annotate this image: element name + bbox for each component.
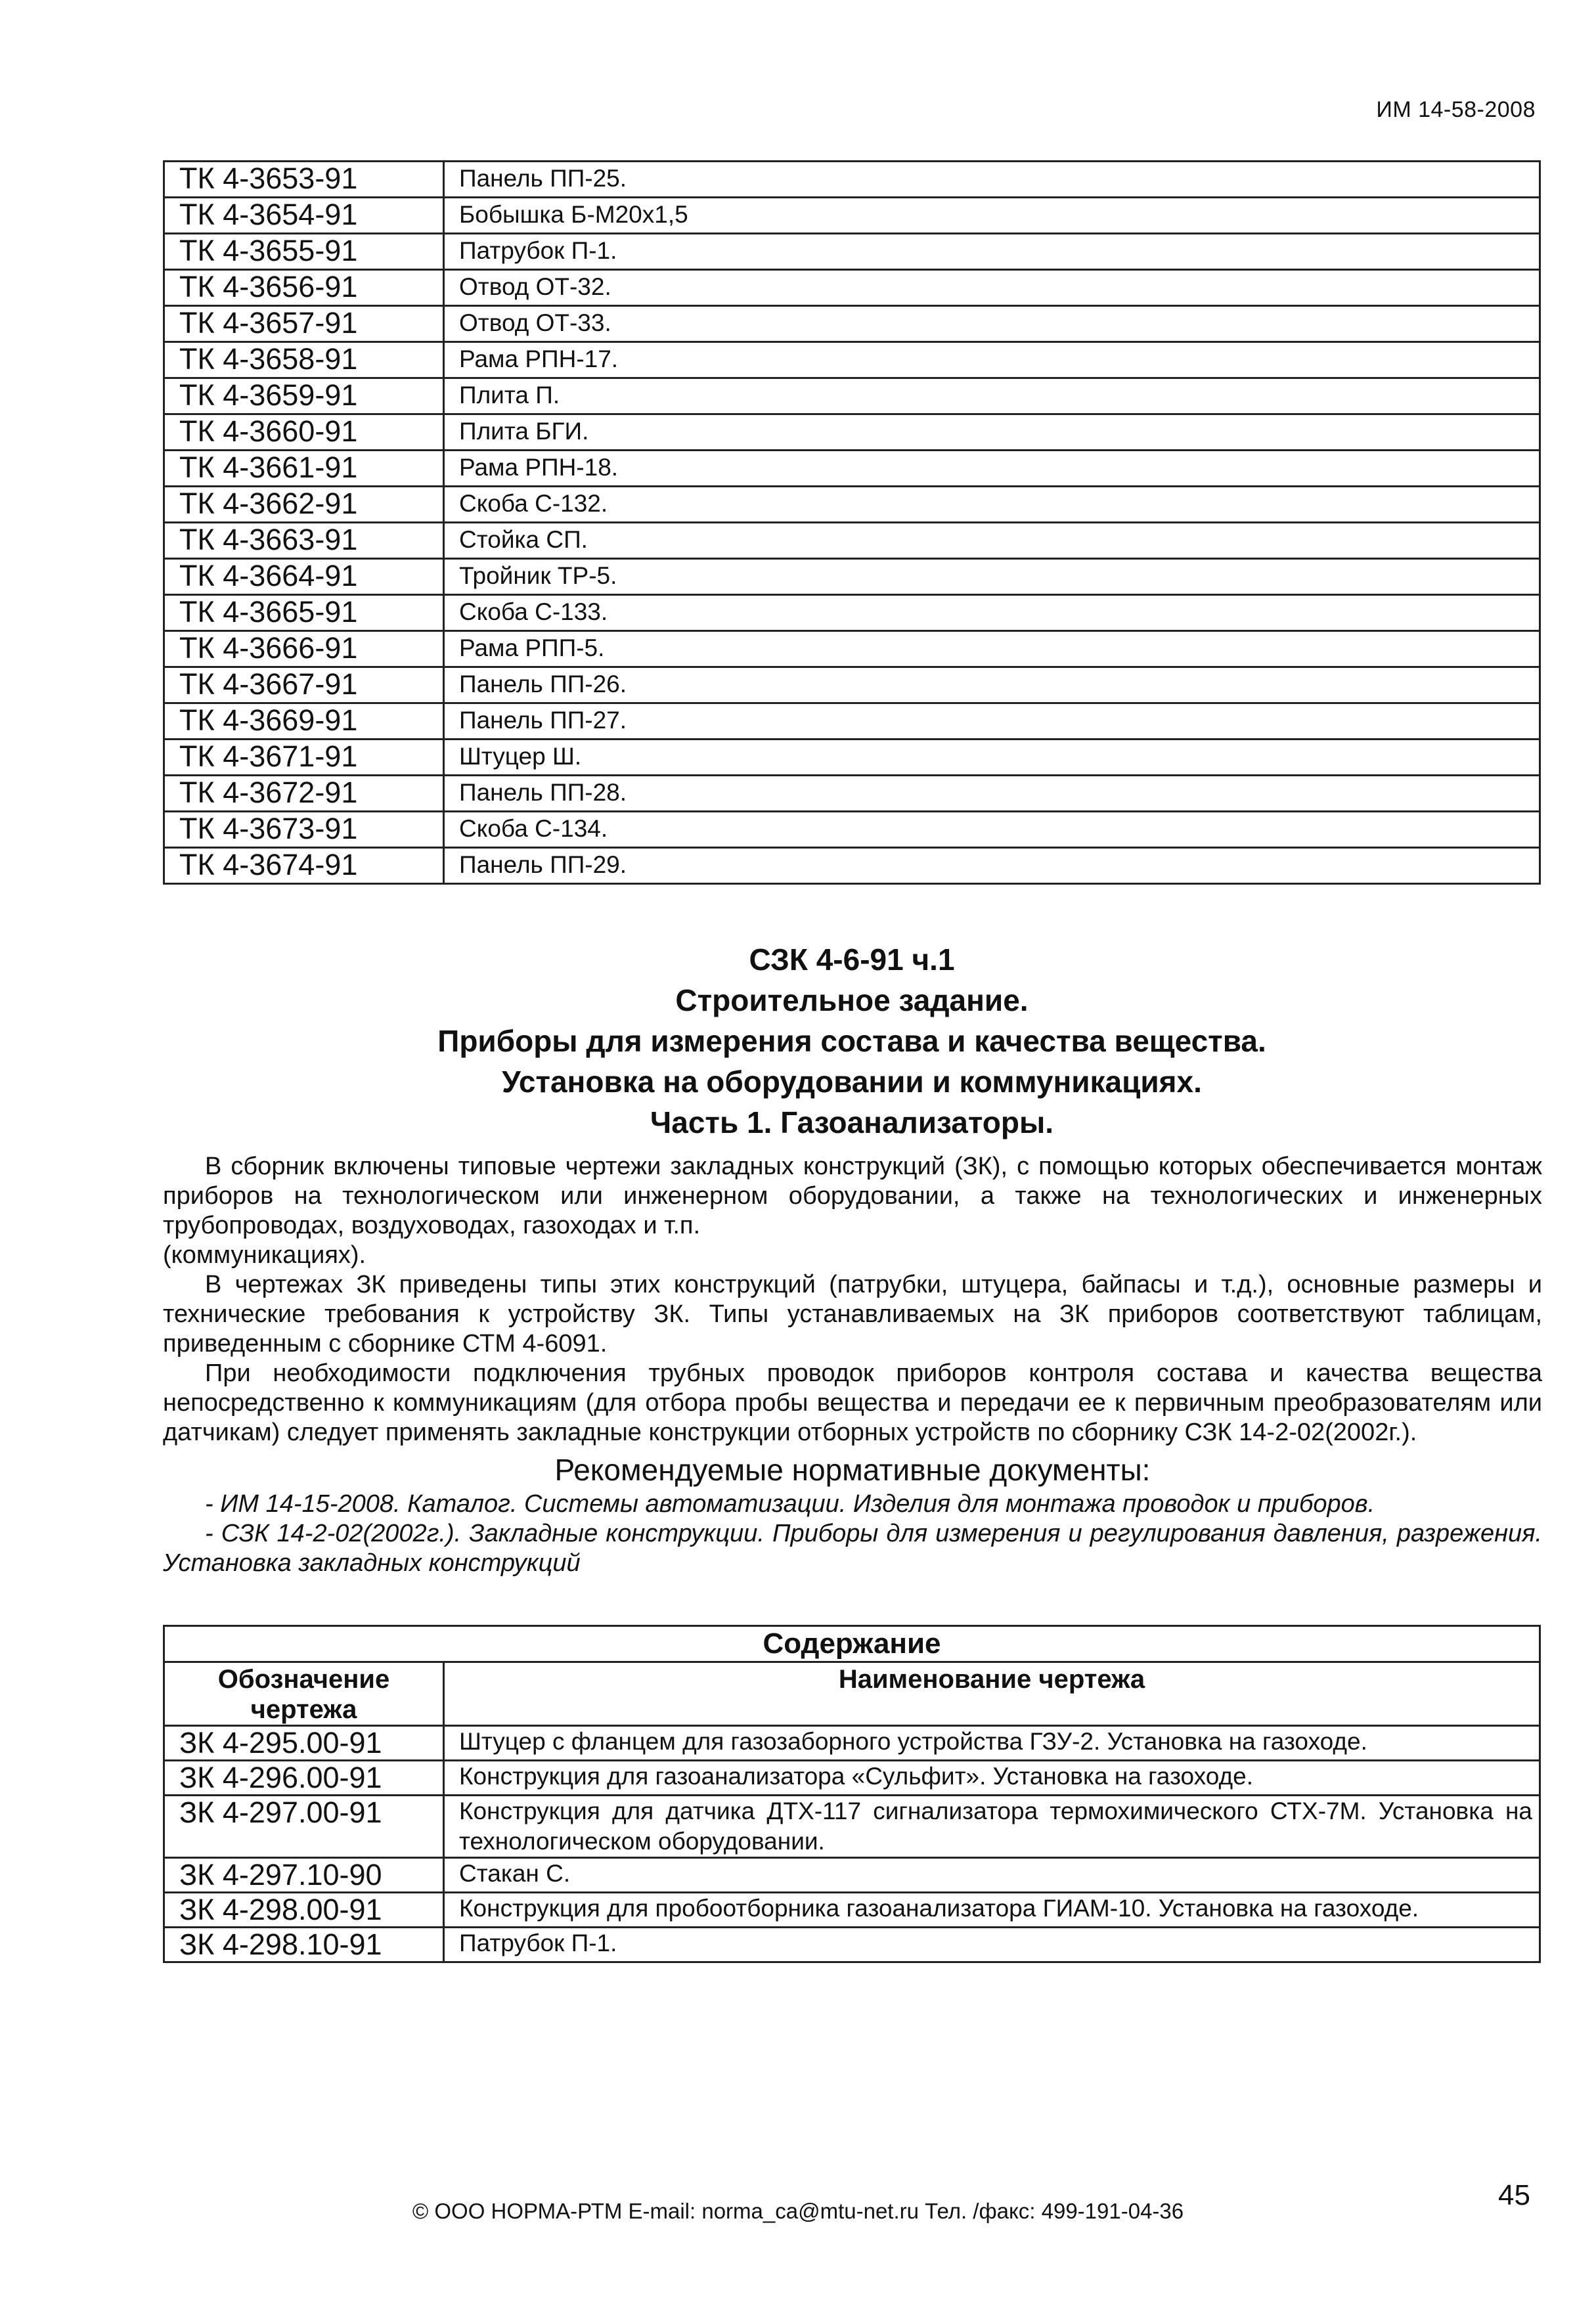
- page-number: 45: [1498, 2179, 1530, 2211]
- drawing-code-cell: ТК 4-3663-91: [164, 523, 444, 559]
- drawing-code-cell: ЗК 4-297.10-90: [164, 1858, 444, 1893]
- drawing-name-cell: Конструкция для пробоотборника газоанализатора ГИАМ-10. Установка на газоходе.: [444, 1893, 1540, 1928]
- table-row: [164, 667, 1540, 703]
- table-row: [164, 776, 1540, 812]
- drawing-name-cell: Стойка СП.: [444, 523, 1540, 559]
- drawing-name-cell: Панель ПП-29.: [444, 848, 1540, 884]
- drawing-name-cell: Панель ПП-26.: [444, 667, 1540, 703]
- section-heading: [163, 939, 1541, 1143]
- table-row: [164, 162, 1540, 198]
- table-row: [164, 848, 1540, 884]
- drawing-code-cell: ТК 4-3671-91: [164, 740, 444, 776]
- drawing-name-cell: Скоба С-134.: [444, 812, 1540, 848]
- drawing-name-cell: Панель ПП-28.: [444, 776, 1540, 812]
- table-row: [164, 1796, 1540, 1858]
- table-row: [164, 740, 1540, 776]
- contents-table: [163, 1625, 1541, 1963]
- contents-title: Содержание: [164, 1626, 1540, 1662]
- drawing-code-cell: ЗК 4-296.00-91: [164, 1761, 444, 1796]
- drawing-name-cell: Патрубок П-1.: [444, 234, 1540, 270]
- drawing-name-cell: Стакан С.: [444, 1858, 1540, 1893]
- table-row: [164, 523, 1540, 559]
- drawing-code-cell: ТК 4-3656-91: [164, 270, 444, 306]
- paragraph: В чертежах ЗК приведены типы этих конструкций (патрубки, штуцера, байпасы и т.д.), основные размеры и технические требования к устройству ЗК. Типы устанавливаемых на ЗК приборов соответствуют таблицам, приведенным с сборнике СТМ 4-6091.: [163, 1271, 1542, 1358]
- recommended-docs-title: Рекомендуемые нормативные документы:: [554, 1453, 1151, 1487]
- drawing-code-cell: ТК 4-3659-91: [164, 378, 444, 414]
- table-row: [164, 234, 1540, 270]
- drawing-name-cell: Тройник ТР-5.: [444, 559, 1540, 595]
- drawing-code-cell: ТК 4-3669-91: [164, 703, 444, 740]
- recommended-doc-item: - СЗК 14-2-02(2002г.). Закладные конструкции. Приборы для измерения и регулирования давления, разрежения. Установка закладных конструкций: [163, 1520, 1542, 1577]
- drawing-name-cell: Скоба С-133.: [444, 595, 1540, 631]
- column-header-designation: Обозначение чертежа: [164, 1662, 444, 1726]
- drawing-name-cell: Рама РПП-5.: [444, 631, 1540, 667]
- drawing-name-cell: Рама РПН-18.: [444, 451, 1540, 487]
- table-row: [164, 812, 1540, 848]
- table-row: [164, 1928, 1540, 1962]
- table-row: [164, 270, 1540, 306]
- drawing-code-cell: ЗК 4-298.10-91: [164, 1928, 444, 1962]
- drawing-name-cell: Конструкция для датчика ДТХ-117 сигнализатора термохимического СТХ-7М. Установка на технологическом оборудовании.: [444, 1796, 1540, 1858]
- table-row: [164, 1726, 1540, 1761]
- drawing-code-cell: ТК 4-3655-91: [164, 234, 444, 270]
- table-row: [164, 1893, 1540, 1928]
- document-code: ИМ 14-58-2008: [1376, 97, 1536, 122]
- drawing-code-cell: ТК 4-3667-91: [164, 667, 444, 703]
- drawing-code-cell: ТК 4-3672-91: [164, 776, 444, 812]
- drawing-name-cell: Панель ПП-27.: [444, 703, 1540, 740]
- drawing-name-cell: Отвод ОТ-33.: [444, 306, 1540, 342]
- drawing-code-cell: ТК 4-3660-91: [164, 414, 444, 451]
- drawing-name-cell: Отвод ОТ-32.: [444, 270, 1540, 306]
- drawing-code-cell: ЗК 4-297.00-91: [164, 1796, 444, 1858]
- table-row: [164, 451, 1540, 487]
- table-row: [164, 595, 1540, 631]
- drawing-code-cell: ТК 4-3658-91: [164, 342, 444, 378]
- drawing-name-cell: Рама РПН-17.: [444, 342, 1540, 378]
- drawing-name-cell: Плита П.: [444, 378, 1540, 414]
- table-row: [164, 198, 1540, 234]
- body-text: [163, 1152, 1542, 1578]
- table-row: [164, 631, 1540, 667]
- table-row: [164, 703, 1540, 740]
- table-row: [164, 342, 1540, 378]
- heading-line: СЗК 4-6-91 ч.1: [749, 942, 955, 977]
- drawing-code-cell: ТК 4-3674-91: [164, 848, 444, 884]
- recommended-doc-item: - ИМ 14-15-2008. Каталог. Системы автоматизации. Изделия для монтажа проводок и приборов.: [205, 1490, 1375, 1518]
- paragraph: В сборник включены типовые чертежи закладных конструкций (ЗК), с помощью которых обеспечивается монтаж приборов на технологическом или инженерном оборудовании, а также на технологических и инженерных трубопроводах, воздуховодах, газоходах и т.п.: [163, 1153, 1542, 1239]
- drawing-code-cell: ТК 4-3666-91: [164, 631, 444, 667]
- heading-line: Приборы для измерения состава и качества вещества.: [437, 1024, 1266, 1058]
- drawing-name-cell: Штуцер с фланцем для газозаборного устройства ГЗУ-2. Установка на газоходе.: [444, 1726, 1540, 1761]
- drawing-code-cell: ТК 4-3665-91: [164, 595, 444, 631]
- paragraph: При необходимости подключения трубных проводок приборов контроля состава и качества вещества непосредственно к коммуникациям (для отбора пробы вещества и передачи ее к первичным преобразователям или датчикам) следует применять закладные конструкции отборных устройств по сборнику СЗК 14-2-02(2002г.).: [163, 1359, 1542, 1446]
- drawing-name-cell: Штуцер Ш.: [444, 740, 1540, 776]
- drawing-code-cell: ТК 4-3654-91: [164, 198, 444, 234]
- drawing-name-cell: Скоба С-132.: [444, 487, 1540, 523]
- drawing-code-cell: ТК 4-3661-91: [164, 451, 444, 487]
- drawing-name-cell: Патрубок П-1.: [444, 1928, 1540, 1962]
- drawing-name-cell: Панель ПП-25.: [444, 162, 1540, 198]
- drawing-code-cell: ТК 4-3657-91: [164, 306, 444, 342]
- drawing-code-cell: ТК 4-3653-91: [164, 162, 444, 198]
- drawings-list-table: [163, 160, 1541, 885]
- table-row: [164, 1761, 1540, 1796]
- heading-line: Часть 1. Газоанализаторы.: [650, 1105, 1054, 1139]
- table-row: [164, 378, 1540, 414]
- drawing-code-cell: ТК 4-3664-91: [164, 559, 444, 595]
- drawing-code-cell: ТК 4-3662-91: [164, 487, 444, 523]
- column-header-name: Наименование чертежа: [444, 1662, 1540, 1726]
- drawing-name-cell: Конструкция для газоанализатора «Сульфит». Установка на газоходе.: [444, 1761, 1540, 1796]
- table-row: [164, 306, 1540, 342]
- table-row: [164, 1858, 1540, 1893]
- paragraph: (коммуникациях).: [163, 1241, 366, 1269]
- drawing-name-cell: Плита БГИ.: [444, 414, 1540, 451]
- heading-line: Строительное задание.: [675, 983, 1029, 1017]
- table-row: [164, 487, 1540, 523]
- drawing-name-cell: Бобышка Б-М20х1,5: [444, 198, 1540, 234]
- heading-line: Установка на оборудовании и коммуникациях.: [502, 1065, 1202, 1099]
- drawing-code-cell: ЗК 4-298.00-91: [164, 1893, 444, 1928]
- table-row: [164, 414, 1540, 451]
- drawing-code-cell: ЗК 4-295.00-91: [164, 1726, 444, 1761]
- drawing-code-cell: ТК 4-3673-91: [164, 812, 444, 848]
- footer-copyright: © ООО НОРМА-РТМ E-mail: norma_ca@mtu-net.ru Тел. /факс: 499-191-04-36: [412, 2199, 1184, 2223]
- table-row: [164, 559, 1540, 595]
